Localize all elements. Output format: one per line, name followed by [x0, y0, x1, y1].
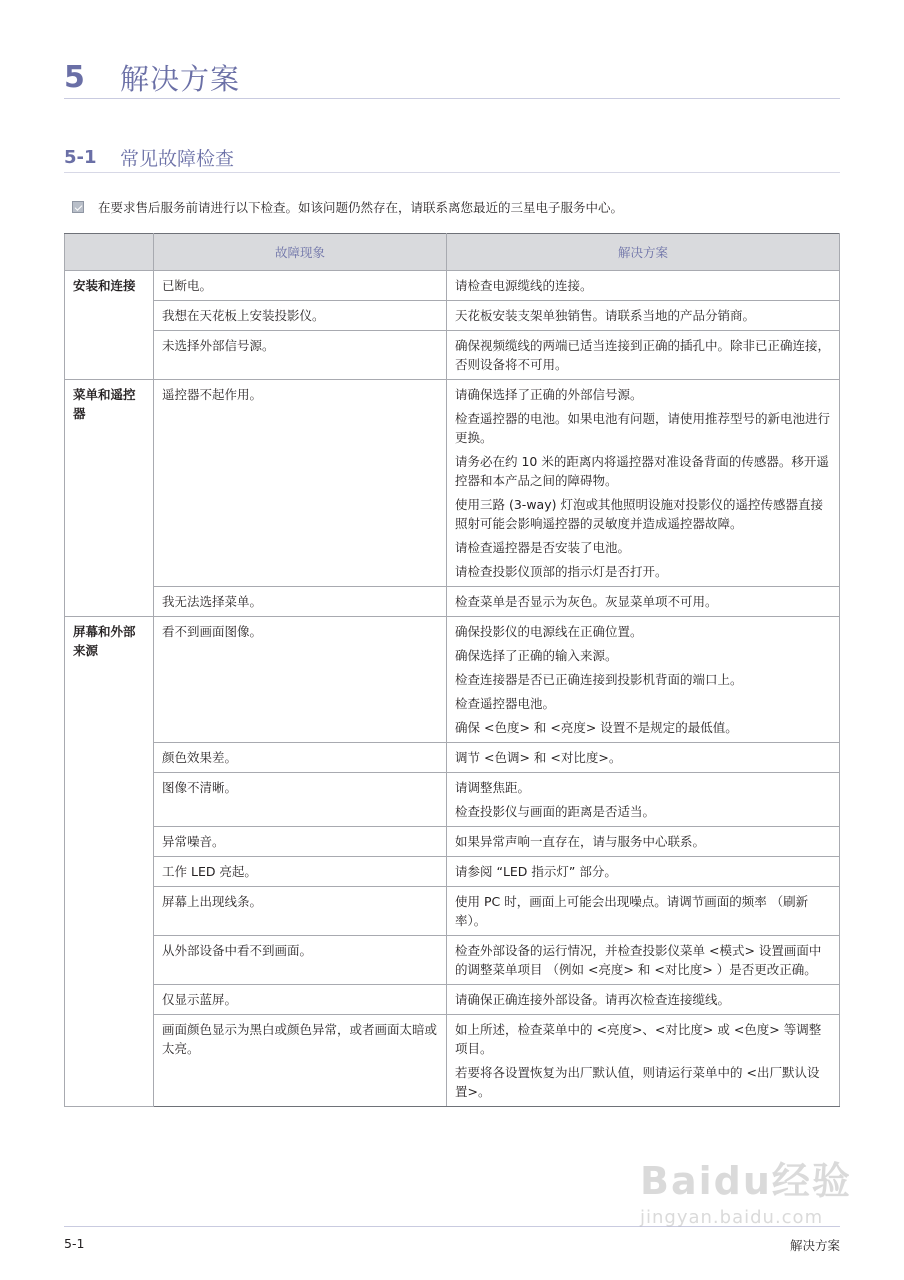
watermark-logo: Baidu经验 — [640, 1159, 852, 1203]
note — [72, 198, 832, 216]
solution-cell — [447, 331, 840, 380]
solution-item: 天花板安装支架单独销售。请联系当地的产品分销商。 — [455, 308, 756, 323]
category-cell: 屏幕和外部来源 — [65, 617, 154, 1107]
solution-item: 请检查遥控器是否安装了电池。 — [455, 540, 631, 555]
table-row — [65, 936, 840, 985]
symptom-cell: 画面颜色显示为黑白或颜色异常，或者画面太暗或太亮。 — [154, 1015, 447, 1107]
note-icon — [72, 201, 84, 213]
category-header — [65, 234, 154, 271]
watermark-url: jingyan.baidu.com — [640, 1207, 824, 1228]
table-row — [65, 743, 840, 773]
solution-item: 请检查电源缆线的连接。 — [455, 278, 593, 293]
solution-cell — [447, 271, 840, 301]
solution-item: 请务必在约 10 米的距离内将遥控器对准设备背面的传感器。移开遥控器和本产品之间的障碍物。 — [455, 454, 829, 488]
chapter-title: 解决方案 — [120, 61, 241, 96]
solution-item: 确保 <色度> 和 <亮度> 设置不是规定的最低值。 — [455, 720, 738, 735]
solution-item: 调节 <色调> 和 <对比度>。 — [455, 750, 622, 765]
solution-item: 请检查投影仪顶部的指示灯是否打开。 — [455, 564, 668, 579]
solution-item: 使用 PC 时，画面上可能会出现噪点。请调节画面的频率 （刷新率）。 — [455, 894, 809, 928]
solution-item: 请参阅 “LED 指示灯” 部分。 — [455, 864, 617, 879]
symptom-cell: 遥控器不起作用。 — [154, 380, 447, 587]
solution-item: 确保投影仪的电源线在正确位置。 — [455, 624, 643, 639]
solution-cell — [447, 827, 840, 857]
solution-item: 检查菜单是否显示为灰色。灰显菜单项不可用。 — [455, 594, 718, 609]
solution-item: 如果异常声响一直存在，请与服务中心联系。 — [455, 834, 706, 849]
table-row — [65, 1015, 840, 1107]
solution-cell — [447, 773, 840, 827]
symptom-cell: 屏幕上出现线条。 — [154, 887, 447, 936]
chapter-number: 5 — [64, 59, 85, 95]
solution-item: 若要将各设置恢复为出厂默认值，则请运行菜单中的 <出厂默认设置>。 — [455, 1065, 820, 1099]
solution-item: 检查投影仪与画面的距离是否适当。 — [455, 804, 656, 819]
solution-item: 检查遥控器电池。 — [455, 696, 556, 711]
solution-cell — [447, 1015, 840, 1107]
category-cell: 安装和连接 — [65, 271, 154, 380]
solution-item: 使用三路 (3-way) 灯泡或其他照明设施对投影仪的遥控传感器直接照射可能会影响遥控器的灵敏度并造成遥控器故障。 — [455, 497, 823, 531]
table-row — [65, 985, 840, 1015]
solution-cell — [447, 301, 840, 331]
footer-chapter-title: 解决方案 — [789, 1238, 840, 1253]
solution-cell — [447, 857, 840, 887]
solution-cell — [447, 617, 840, 743]
solution-cell — [447, 380, 840, 587]
solution-header: 解决方案 — [447, 234, 840, 271]
solution-item: 如上所述，检查菜单中的 <亮度>、<对比度> 或 <色度> 等调整项目。 — [455, 1022, 822, 1056]
solution-item: 检查遥控器的电池。如果电池有问题，请使用推荐型号的新电池进行更换。 — [455, 411, 831, 445]
symptom-cell: 图像不清晰。 — [154, 773, 447, 827]
watermark — [640, 1150, 870, 1260]
solution-item: 确保视频缆线的两端已适当连接到正确的插孔中。除非已正确连接，否则设备将不可用。 — [455, 338, 831, 372]
symptom-cell: 我无法选择菜单。 — [154, 587, 447, 617]
table-row — [65, 887, 840, 936]
symptom-cell: 已断电。 — [154, 271, 447, 301]
symptom-cell: 未选择外部信号源。 — [154, 331, 447, 380]
table-row — [65, 301, 840, 331]
table-row — [65, 331, 840, 380]
solution-cell — [447, 587, 840, 617]
solution-item: 请确保选择了正确的外部信号源。 — [455, 387, 643, 402]
symptom-cell: 颜色效果差。 — [154, 743, 447, 773]
symptom-cell: 工作 LED 亮起。 — [154, 857, 447, 887]
solution-cell — [447, 936, 840, 985]
solution-item: 请确保正确连接外部设备。请再次检查连接缆线。 — [455, 992, 731, 1007]
solution-cell — [447, 985, 840, 1015]
solution-item: 检查连接器是否已正确连接到投影机背面的端口上。 — [455, 672, 743, 687]
solution-cell — [447, 887, 840, 936]
table-row — [65, 773, 840, 827]
solution-item: 确保选择了正确的输入来源。 — [455, 648, 618, 663]
symptom-header: 故障现象 — [154, 234, 447, 271]
category-cell: 菜单和遥控器 — [65, 380, 154, 617]
solution-cell — [447, 743, 840, 773]
symptom-cell: 从外部设备中看不到画面。 — [154, 936, 447, 985]
section-heading — [64, 142, 840, 173]
table-row — [65, 617, 840, 743]
solution-item: 检查外部设备的运行情况，并检查投影仪菜单 <模式> 设置画面中的调整菜单项目 （例如 <亮度> 和 <对比度> ）是否更改正确。 — [455, 943, 822, 977]
section-title: 常见故障检查 — [120, 147, 235, 170]
table-row — [65, 271, 840, 301]
note-text: 在要求售后服务前请进行以下检查。如该问题仍然存在，请联系离您最近的三星电子服务中心。 — [98, 200, 624, 215]
symptom-cell: 仅显示蓝屏。 — [154, 985, 447, 1015]
symptom-cell: 看不到画面图像。 — [154, 617, 447, 743]
section-number: 5-1 — [64, 146, 97, 168]
table-row — [65, 827, 840, 857]
page-number: 5-1 — [64, 1236, 85, 1251]
table-row — [65, 380, 840, 587]
table-row — [65, 857, 840, 887]
symptom-cell: 异常噪音。 — [154, 827, 447, 857]
troubleshooting-table — [64, 233, 840, 1107]
chapter-heading — [64, 56, 840, 99]
solution-item: 请调整焦距。 — [455, 780, 531, 795]
table-row — [65, 587, 840, 617]
symptom-cell: 我想在天花板上安装投影仪。 — [154, 301, 447, 331]
